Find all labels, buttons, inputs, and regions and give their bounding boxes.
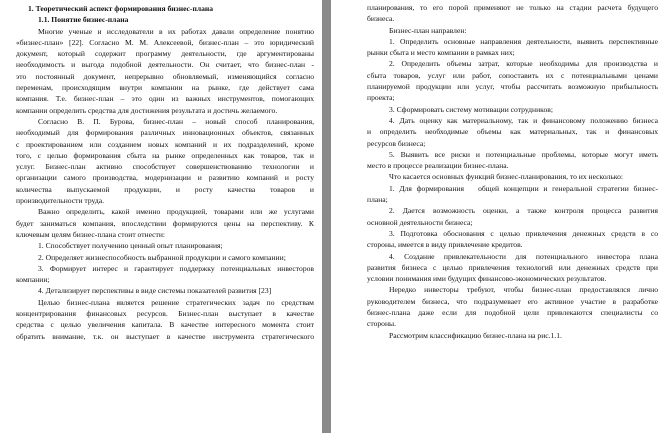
- list-item: 1. Определить основные направления деятельности, выявить перспективные: [389, 36, 658, 46]
- text-line: «бизнес-план» [22]. Согласно М. М. Алексеевой, бизнес-план – это юридический: [16, 37, 314, 47]
- list-item: 2. Определяет жизнеспособность выбранной продукции и самого компании;: [38, 252, 286, 262]
- text-line: количества выпускаемой продукции, и росту качества товаров и: [16, 184, 314, 194]
- text-line: рынки сбыта и место компании в рамках них;: [367, 48, 515, 58]
- document-page-right: [331, 0, 666, 433]
- text-line: сбыта товаров, услуг или работ, сопоставить их с потенциальными ценами: [367, 70, 658, 80]
- list-item: 5. Выявить все риски и потенциальные проблемы, которые могут иметь: [389, 149, 658, 159]
- text-line: Целью бизнес-плана является решение стратегических задач по средствам: [38, 297, 314, 307]
- list-item: 2. Дается возможность оценки, а также контроля процесса развития: [389, 206, 658, 216]
- text-line: средства с целью увеличения капитала. В качестве интересного момента стоит: [16, 320, 314, 330]
- subsection-heading: 1.1. Понятие бизнес-плана: [38, 15, 129, 25]
- text-line: компании;: [16, 275, 50, 285]
- text-line: необходимый для формирования различных инновационных объектов, связанных: [16, 128, 314, 138]
- text-line: планирования, то его порой применяют не только на стадии расчета будущего: [367, 3, 658, 12]
- text-line: компания. Т.е. бизнес-план – это один из важных инструментов, помогающих: [16, 94, 314, 104]
- text-line: компании определить средства для достижения результата и достичь желаемого.: [16, 105, 278, 115]
- text-line: условии понимания ими будущих финансово-экономических результатов.: [367, 274, 607, 284]
- text-line: обратить внимание, т.к. он выступает в качестве инструмента стратегического: [16, 331, 314, 341]
- list-item: 2. Определить объемы затрат, которые необходимы для производства и: [389, 59, 658, 69]
- list-item: 3. Формирует интерес и гарантирует поддержку потенциальных инвесторов: [38, 263, 314, 273]
- list-item: 3. Сформировать систему мотивации сотрудников;: [389, 104, 553, 114]
- text-line: необходимость и выгода подобной деятельности. Он считает, что бизнес-план -: [16, 60, 314, 70]
- text-line: место в процессе реализации бизнес-плана.: [367, 161, 509, 171]
- text-line: бизнес-плана даже если для подобной цели привлекаются специалисты со: [367, 308, 658, 318]
- text-line: услуг. Бизнес-план активно способствует совершенствованию технологии и: [16, 162, 314, 172]
- list-item: 4. Дать оценку как материальному, так и финансовому положению бизнеса: [389, 115, 658, 125]
- text-line: ключевым целям бизнес-плана стоит отнести:: [16, 229, 166, 239]
- text-line: бизнеса.: [367, 14, 395, 24]
- list-item: 4. Детализирует перспективы в виде системы показателей развития [23]: [38, 286, 272, 296]
- list-item: 1. Для формирования общей концепции и генеральной стратегии бизнес-: [389, 183, 658, 193]
- text-line: будет заниматься компания, впоследствии формируются цены на перспективу. К: [16, 218, 314, 228]
- text-line: проекта;: [367, 93, 395, 103]
- list-item: 1. Способствует получению ценный опыт планирования;: [38, 241, 223, 251]
- list-item: 3. Подготовка обоснования с целью привлечения денежных средств в со: [389, 228, 658, 238]
- text-line: Что касается основных функций бизнес-планирования, то их несколько:: [389, 172, 624, 182]
- text-line: и определить необходимые объемы как материальных, так и финансовых: [367, 127, 658, 137]
- text-line: Рассмотрим классификацию бизнес-плана на рис.1.1.: [389, 330, 562, 340]
- document-page-left: [0, 0, 322, 433]
- text-line: основной деятельности бизнеса;: [367, 217, 473, 227]
- text-line: того, с целью формирования сбыта на рынке определенных как товаров, так и: [16, 150, 314, 160]
- list-item: 4. Создание привлекательности для потенциального инвестора плана: [389, 251, 658, 261]
- text-line: Многие ученые и исследователи в их работах давали определение понятию: [38, 26, 314, 36]
- text-line: развития бизнеса с целью привлечения технологий или денежных средств при: [367, 262, 658, 272]
- text-line: руководителем бизнеса, что подразумевает его активное участие в разработке: [367, 296, 658, 306]
- text-line: организации самого производства, модернизации и развитию компаний и росту: [16, 173, 314, 183]
- text-line: стороны, имеется в виду привлечение кредитов.: [367, 240, 523, 250]
- text-line: концентрирования финансовых ресурсов. Бизнес-план выступает в качестве: [16, 309, 314, 319]
- text-line: переменам, происходящим внутри компании на рынке, где действует сама: [16, 83, 314, 93]
- text-line: планируемой продукции или услуг, чтобы рассчитать возможную прибыльность: [367, 82, 658, 92]
- text-line: Нередко инвесторы требуют, чтобы бизнес-план предоставлялся лично: [389, 285, 658, 295]
- text-line: Бизнес-план направлен:: [389, 25, 467, 35]
- text-line: стороны.: [367, 319, 397, 329]
- text-line: документ, который содержит программу деятельности, где аргументированы: [16, 49, 314, 59]
- text-line: производительности труда.: [16, 196, 104, 206]
- text-line: это постоянный документ, непрерывно обновляемый, изменяющийся согласно: [16, 71, 314, 81]
- text-line: Важно определить, какой именно продукцией, товарами или же услугами: [38, 207, 314, 217]
- text-line: с проектированием или созданием новых компаний и их подразделений, кроме: [16, 139, 314, 149]
- section-heading: 1. Теоретический аспект формирования бизнес-плана: [28, 4, 214, 13]
- text-line: ресурсов бизнеса;: [367, 138, 426, 148]
- text-line: плана;: [367, 195, 388, 205]
- text-line: Согласно В. П. Бурова, бизнес-план – новый способ планирования,: [38, 116, 314, 126]
